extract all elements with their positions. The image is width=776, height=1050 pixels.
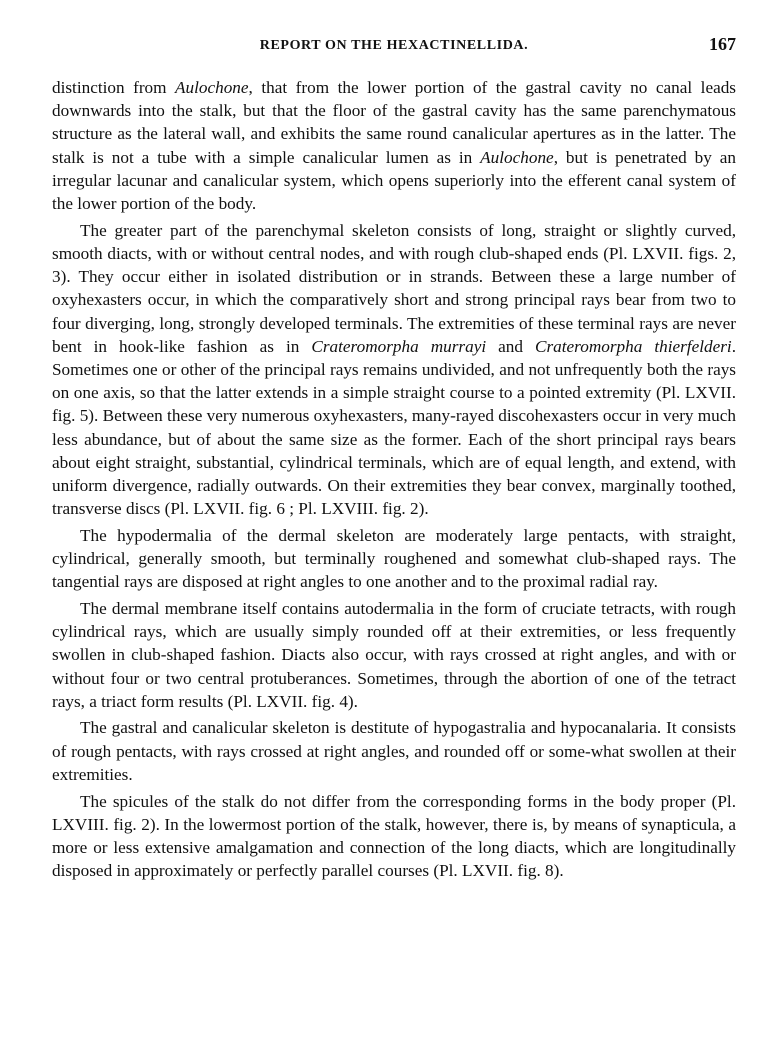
paragraph-1	[52, 76, 736, 215]
body-text	[52, 76, 736, 882]
page-number: 167	[709, 34, 736, 54]
italic-taxon-name: Crateromorpha murrayi	[311, 336, 487, 356]
paragraph-6	[52, 790, 736, 883]
text-run: . Sometimes one or other of the principal rays remains undivided, and not unfrequently both the rays on one axis, so that the latter extends in a simple straight course to a pointed extremity (Pl. LXVII. fig. 5). Between these very numerous oxyhexasters, many-rayed discohexasters occur in very much less abundance, but of about the same size as the former. Each of the short principal rays bears about eight straight, substantial, cylindrical terminals, which are of equal length, and extend, with uniform divergence, radially outwards. On their extremities they bear convex, marginally toothed, transverse discs (Pl. LXVII. fig. 6 ; Pl. LXVIII. fig. 2).	[52, 336, 736, 519]
paragraph-5	[52, 716, 736, 786]
text-run: The greater part of the parenchymal skeleton consists of long, straight or slightly curved, smooth diacts, with or without central nodes, and with rough club-shaped ends (Pl. LXVII. figs. 2, 3). They occur either in isolated distribution or in strands. Between these a large number of oxyhexasters occur, in which the comparatively short and strong principal rays bear from two to four diverging, long, strongly developed terminals. The extremities of these terminal rays are never bent in hook-like fashion as in	[52, 220, 736, 356]
text-run: and	[486, 336, 536, 356]
text-run: , that from the lower portion of the gastral cavity no canal leads downwards into the stalk, but that the floor of the gastral cavity has the same parenchymatous structure as the lateral wall, and exhibits the same round canalicular apertures as in the latter. The stalk is not a tube with a simple canalicular lumen as in	[52, 78, 736, 167]
text-run: The dermal membrane itself contains autodermalia in the form of cruciate tetracts, with rough cylindrical rays, which are usually simply rounded off at their extremities, or less frequently swollen in club-shaped fashion. Diacts also occur, with rays crossed at right angles, and with or without four or two central protuberances. Sometimes, through the abortion of one of the tetract rays, a triact form results (Pl. LXVII. fig. 4).	[52, 598, 736, 711]
text-run: The spicules of the stalk do not differ from the corresponding forms in the body proper (Pl. LXVIII. fig. 2). In the lowermost portion of the stalk, however, there is, by means of synapticula, a more or less extensive amalgamation and connection of the long diacts, which are longitudinally disposed in approximately or perfectly parallel courses (Pl. LXVII. fig. 8).	[52, 791, 736, 881]
text-run: distinction from	[52, 78, 176, 97]
paragraph-3	[52, 524, 736, 594]
text-run: , but is penetrated by an irregular lacunar and canalicular system, which opens superiorly into the efferent canal system of the lower portion of the body.	[52, 147, 736, 214]
running-header	[52, 34, 736, 56]
italic-taxon-name: Aulochone	[175, 78, 249, 97]
running-title: REPORT ON THE HEXACTINELLIDA.	[259, 38, 529, 53]
text-run: The hypodermalia of the dermal skeleton are moderately large pentacts, with straight, cylindrical, generally smooth, but terminally roughened and somewhat club-shaped rays. The tangential rays are disposed at right angles to one another and to the proximal radial ray.	[52, 525, 736, 592]
paragraph-4	[52, 597, 736, 713]
italic-taxon-name: Aulochone	[480, 147, 554, 167]
text-run: The gastral and canalicular skeleton is destitute of hypogastralia and hypocanalaria. It consists of rough pentacts, with rays crossed at right angles, and rounded off or some-what swollen at their extremities.	[52, 718, 736, 784]
paragraph-2	[52, 219, 736, 521]
italic-taxon-name: Crateromorpha thierfelderi	[535, 336, 732, 356]
document-page	[52, 34, 736, 886]
